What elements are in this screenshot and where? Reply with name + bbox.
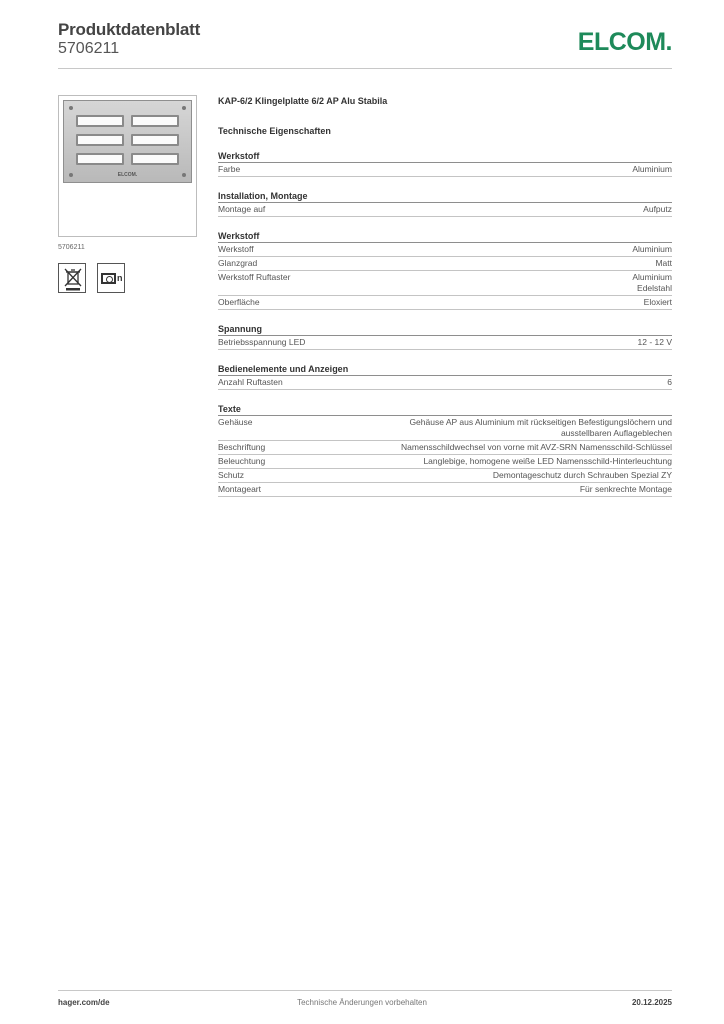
spec-section — [218, 403, 672, 497]
section-title: Bedienelemente und Anzeigen — [218, 363, 672, 376]
spec-row — [218, 483, 672, 497]
protection-letter: n — [117, 273, 123, 283]
spec-label: Werkstoff — [218, 244, 254, 254]
product-title: KAP-6/2 Klingelplatte 6/2 AP Alu Stabila — [218, 96, 388, 106]
spec-value: Aufputz — [643, 204, 672, 214]
spec-value: Aluminium — [632, 164, 672, 174]
document-number: 5706211 — [58, 40, 120, 57]
ip-symbol-icon — [101, 273, 116, 284]
spec-row — [218, 336, 672, 350]
spec-value: Für senkrechte Montage — [579, 484, 672, 494]
spec-label: Farbe — [218, 164, 241, 174]
spec-section — [218, 150, 672, 177]
spec-label: Gehäuse — [218, 417, 253, 427]
elcom-logo: ELCOM. — [577, 28, 672, 56]
specification-panel — [218, 95, 672, 497]
plate-brand-label: ELCOM. — [117, 172, 138, 178]
spec-sections — [218, 150, 672, 497]
properties-heading: Technische Eigenschaften — [218, 126, 331, 136]
name-slot — [76, 134, 124, 146]
spec-label: Beschriftung — [218, 442, 266, 452]
spec-value: Demontageschutz durch Schrauben Spezial ZY — [492, 470, 672, 480]
spec-row — [218, 376, 672, 390]
crossed-bin-icon — [63, 267, 83, 291]
section-title: Werkstoff — [218, 230, 672, 243]
header-divider — [58, 68, 672, 69]
spec-row — [218, 469, 672, 483]
spec-section — [218, 230, 672, 310]
spec-label: Montageart — [218, 484, 261, 494]
page-header — [58, 20, 672, 70]
spec-value: Matt — [655, 258, 672, 268]
doorbell-plate-illustration — [63, 100, 192, 183]
spec-value: Langlebige, homogene weiße LED Namensschild-Hinterleuchtung — [423, 456, 672, 466]
section-title: Werkstoff — [218, 150, 672, 163]
screw-icon — [182, 106, 186, 110]
footer-disclaimer: Technische Änderungen vorbehalten — [297, 998, 427, 1007]
spec-row — [218, 271, 672, 296]
document-title: Produktdatenblatt — [58, 20, 201, 39]
name-slot — [76, 153, 124, 165]
protection-class-icon — [97, 263, 125, 293]
spec-label: Glanzgrad — [218, 258, 258, 268]
name-slot — [131, 153, 179, 165]
name-slot — [76, 115, 124, 127]
screw-icon — [69, 106, 73, 110]
name-slot — [131, 134, 179, 146]
spec-value: Gehäuse AP aus Aluminium mit rückseitigen Befestigungslöchern und ausstellbaren Auflageblechen — [409, 417, 672, 438]
spec-value: Namensschildwechsel von vorne mit AVZ-SRN Namensschild-Schlüssel — [401, 442, 672, 452]
product-image — [58, 95, 197, 237]
spec-label: Beleuchtung — [218, 456, 266, 466]
spec-section — [218, 323, 672, 350]
weee-disposal-icon — [58, 263, 86, 293]
footer-date: 20.12.2025 — [631, 998, 672, 1007]
spec-value: Aluminium — [632, 244, 672, 254]
spec-label: Oberfläche — [218, 297, 260, 307]
spec-label: Anzahl Ruftasten — [218, 377, 283, 387]
spec-value: Aluminium Edelstahl — [632, 272, 672, 293]
spec-label: Betriebsspannung LED — [218, 337, 306, 347]
spec-row — [218, 441, 672, 455]
spec-value: 12 - 12 V — [637, 337, 672, 347]
section-title: Installation, Montage — [218, 190, 672, 203]
spec-value: 6 — [667, 377, 672, 387]
spec-label: Schutz — [218, 470, 244, 480]
footer-website: hager.com/de — [58, 998, 110, 1007]
spec-row — [218, 257, 672, 271]
spec-row — [218, 243, 672, 257]
spec-section — [218, 363, 672, 390]
name-slot — [131, 115, 179, 127]
image-caption: 5706211 — [58, 244, 85, 251]
spec-row — [218, 203, 672, 217]
spec-section — [218, 190, 672, 217]
spec-label: Montage auf — [218, 204, 266, 214]
section-title: Texte — [218, 403, 672, 416]
spec-row — [218, 416, 672, 441]
spec-row — [218, 455, 672, 469]
section-title: Spannung — [218, 323, 672, 336]
spec-value: Eloxiert — [643, 297, 672, 307]
spec-label: Werkstoff Ruftaster — [218, 272, 291, 282]
spec-row — [218, 296, 672, 310]
spec-row — [218, 163, 672, 177]
footer-divider — [58, 990, 672, 991]
